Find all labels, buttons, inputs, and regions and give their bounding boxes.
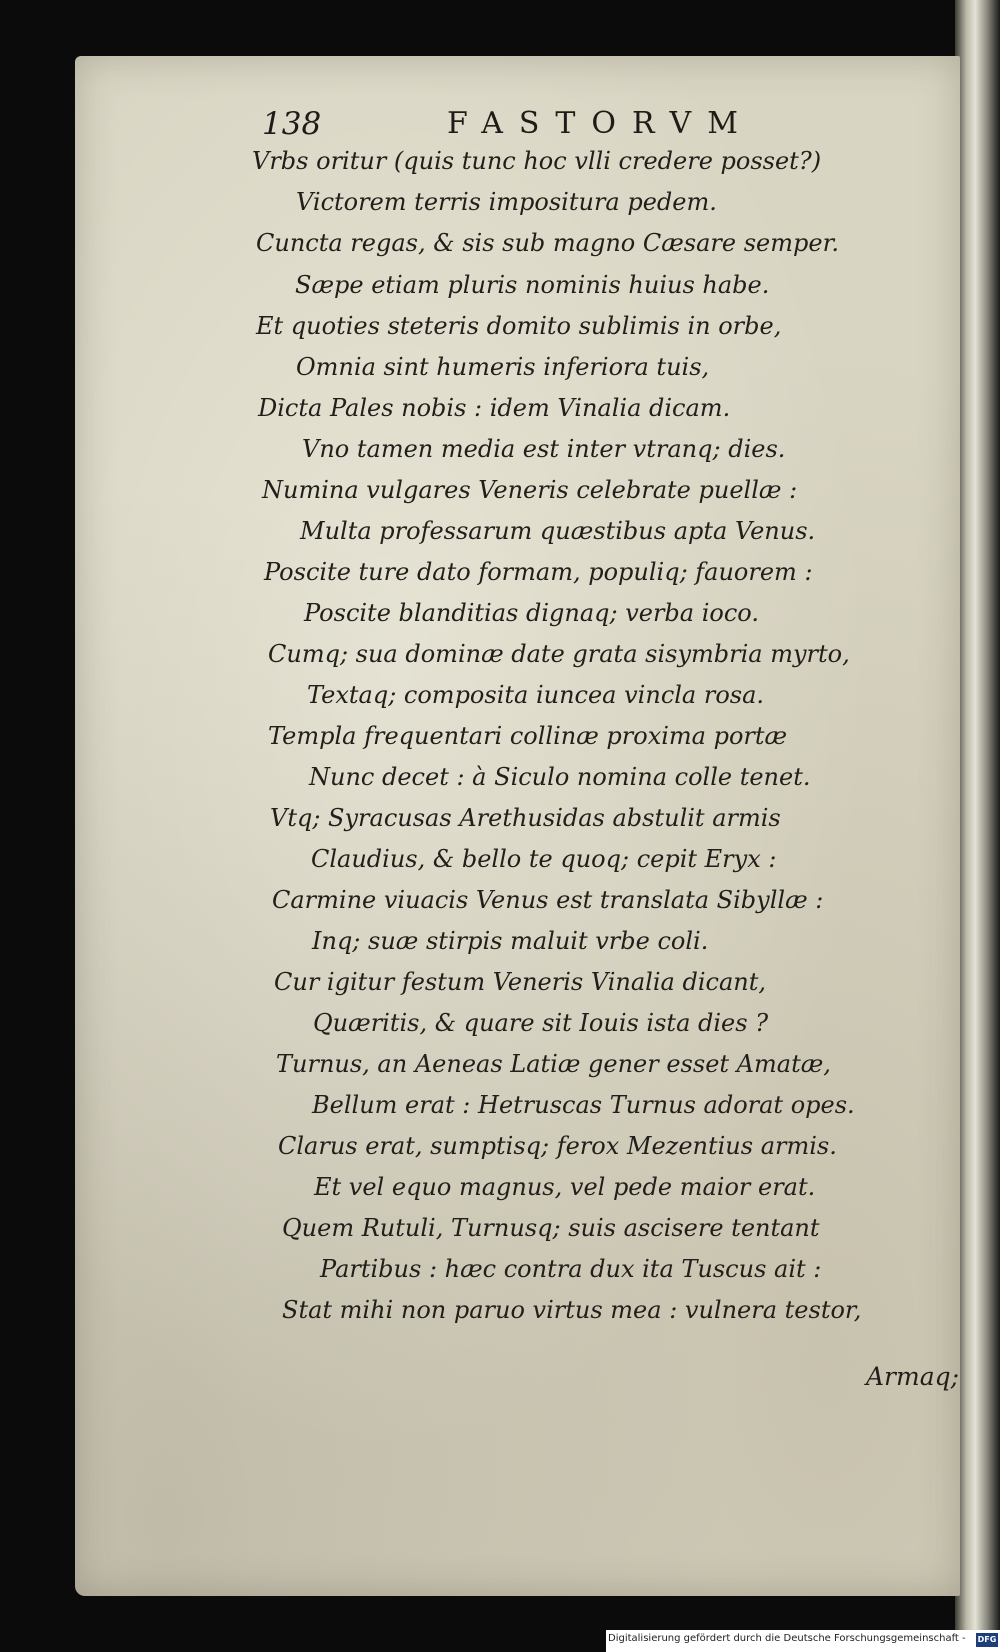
verse-line: Vtq; Syracusas Arethusidas abstulit armis	[270, 804, 781, 832]
verse-line: Partibus : hæc contra dux ita Tuscus ait :	[320, 1255, 822, 1283]
verse-line: Multa professarum quæstibus apta Venus.	[300, 517, 816, 545]
verse-line: Quem Rutuli, Turnusq; suis ascisere tentant	[282, 1214, 820, 1242]
verse-line: Poscite blanditias dignaq; verba ioco.	[304, 599, 759, 627]
verse-line: Quæritis, & quare sit Iouis ista dies ?	[313, 1009, 769, 1037]
footer-credit-bar	[606, 1630, 1000, 1652]
verse-line: Sæpe etiam pluris nominis huius habe.	[295, 271, 770, 299]
verse-line: Et quoties steteris domito sublimis in orbe,	[256, 312, 782, 340]
verse-line: Dicta Pales nobis : idem Vinalia dicam.	[258, 394, 731, 422]
verse-line: Stat mihi non paruo virtus mea : vulnera testor,	[282, 1296, 862, 1324]
verse-line: Carmine viuacis Venus est translata Sibyllæ :	[272, 886, 824, 914]
verse-line: Clarus erat, sumptisq; ferox Mezentius armis.	[278, 1132, 837, 1160]
verse-line: Omnia sint humeris inferiora tuis,	[296, 353, 710, 381]
verse-line: Cumq; sua dominæ date grata sisymbria myrto,	[268, 640, 850, 668]
verse-line: Bellum erat : Hetruscas Turnus adorat opes.	[312, 1091, 855, 1119]
verse-line: Turnus, an Aeneas Latiæ gener esset Amatæ,	[276, 1050, 831, 1078]
verse-line: Cuncta regas, & sis sub magno Cæsare semper.	[256, 229, 840, 257]
verse-line: Poscite ture dato formam, populiq; fauorem :	[264, 558, 813, 586]
verse-line: Et vel equo magnus, vel pede maior erat.	[314, 1173, 816, 1201]
verse-line: Vrbs oritur (quis tunc hoc vlli credere posset?)	[252, 147, 822, 175]
verse-line: Templa frequentari collinæ proxima portæ	[268, 722, 788, 750]
verse-line: Inq; suæ stirpis maluit vrbe coli.	[312, 927, 709, 955]
page-number: 138	[262, 106, 322, 142]
verse-line: Numina vulgares Veneris celebrate puellæ :	[262, 476, 798, 504]
verse-line: Textaq; composita iuncea vincla rosa.	[307, 681, 765, 709]
catchword: Armaq;	[866, 1362, 960, 1391]
verse-line: Cur igitur festum Veneris Vinalia dicant,	[274, 968, 766, 996]
footer-credit: Digitalisierung gefördert durch die Deutsche Forschungsgemeinschaft -	[608, 1633, 966, 1644]
verse-line: Claudius, & bello te quoq; cepit Eryx :	[311, 845, 777, 873]
verse-line: Vno tamen media est inter vtranq; dies.	[302, 435, 786, 463]
running-title: FASTORVM	[447, 106, 754, 141]
verse-line: Victorem terris impositura pedem.	[296, 188, 717, 216]
dfg-logo: DFG	[976, 1633, 998, 1647]
verse-line: Nunc decet : à Siculo nomina colle tenet.	[309, 763, 811, 791]
